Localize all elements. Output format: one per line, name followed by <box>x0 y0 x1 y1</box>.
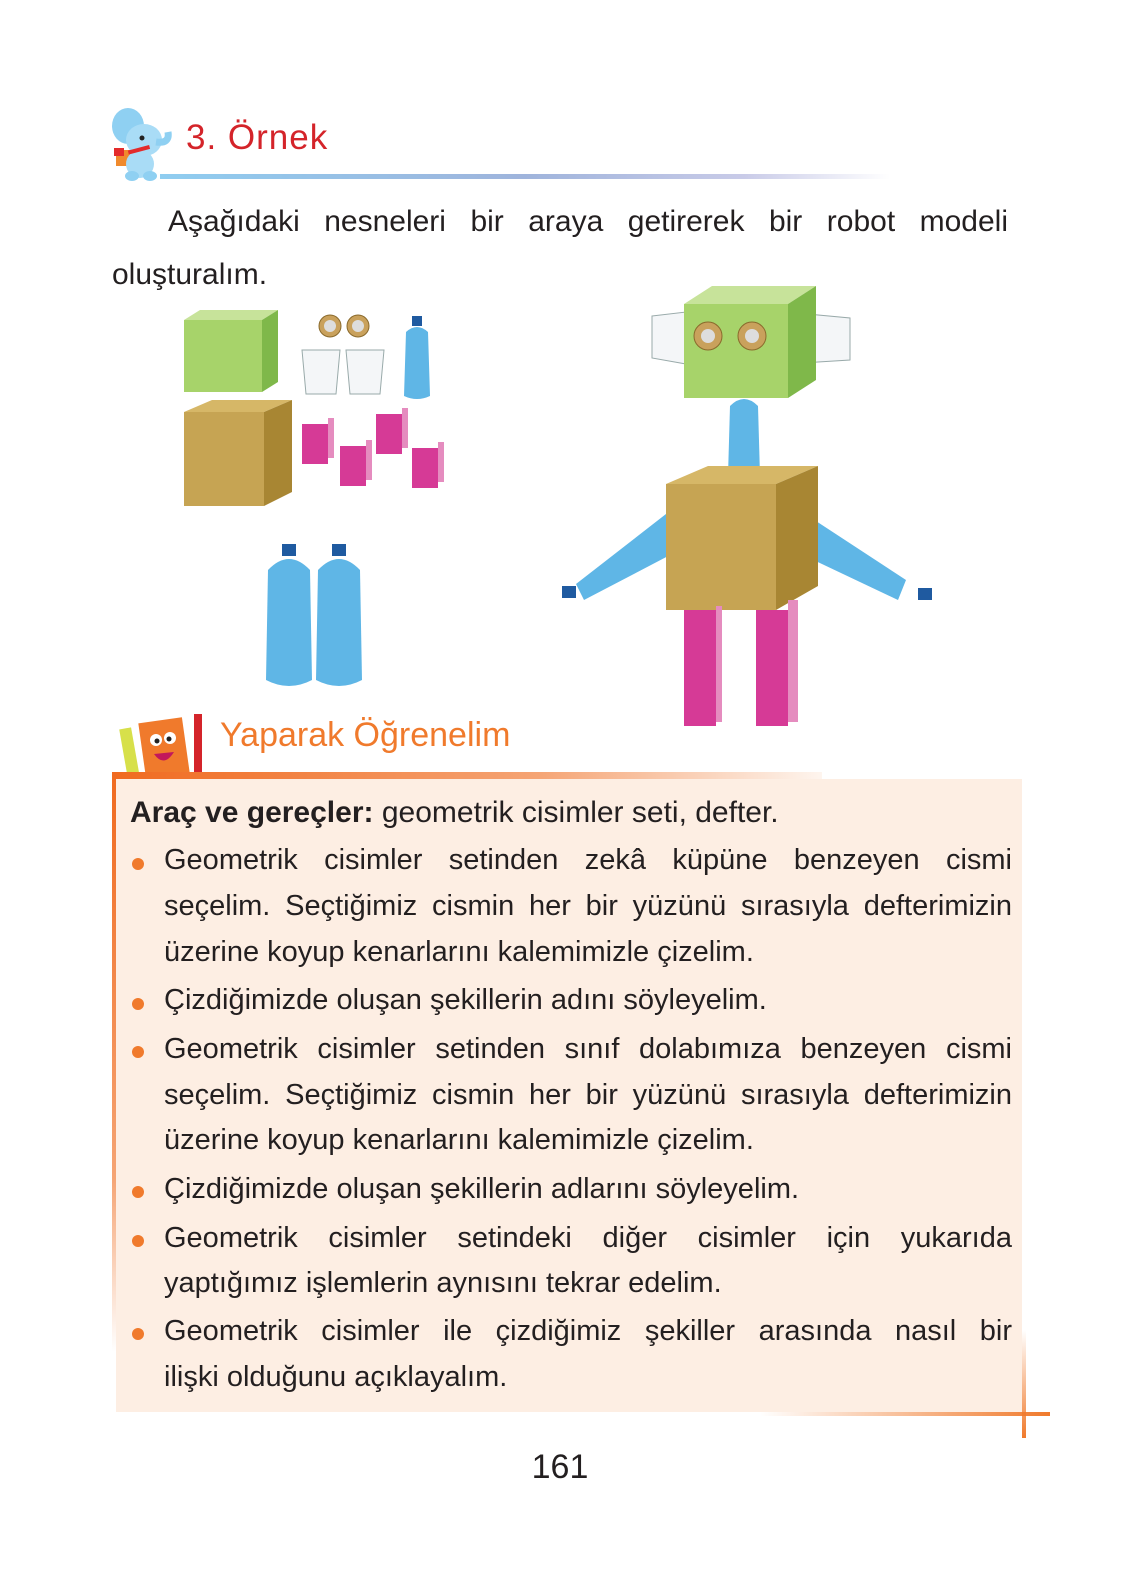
green-cube <box>184 310 278 392</box>
intro-line-2: oluşturalım. <box>112 258 268 291</box>
bullet-dot <box>132 858 144 870</box>
large-bottles <box>266 544 362 686</box>
bullet-5-line-1: Geometrik cisimler setindeki diğer cisimler için yukarıda <box>164 1222 1012 1254</box>
bullet-1-line-2: seçelim. Seçtiğimiz cismin her bir yüzünü sırasıyla defterimizin <box>164 890 1012 922</box>
activity-left-border <box>112 772 116 1352</box>
bullet-3-line-2: seçelim. Seçtiğimiz cismin her bir yüzünü sırasıyla defterimizin <box>164 1079 1012 1111</box>
bullet-3-line-1: Geometrik cisimler setinden sınıf dolabımıza benzeyen cismi <box>164 1033 1012 1065</box>
activity-title: Yaparak Öğrenelim <box>220 716 511 754</box>
activity-header-bar <box>112 772 822 779</box>
coins <box>319 315 369 337</box>
materials-label: Araç ve gereçler: <box>130 796 374 829</box>
cups <box>302 350 384 394</box>
bullet-4-line-1: Çizdiğimizde oluşan şekillerin adlarını söyleyelim. <box>164 1173 800 1205</box>
corner-mark-vertical <box>1022 1330 1026 1438</box>
brown-box <box>184 400 292 506</box>
title-underline <box>160 174 890 179</box>
bullet-1-line-1: Geometrik cisimler setinden zekâ küpüne benzeyen cismi <box>164 844 1012 876</box>
bullet-dot <box>132 1328 144 1340</box>
robot-body <box>666 466 818 610</box>
bullet-dot <box>132 1186 144 1198</box>
bullet-5-line-2: yaptığımız işlemlerin aynısını tekrar edelim. <box>164 1267 722 1299</box>
example-title: 3. Örnek <box>186 118 329 157</box>
elephant-mascot-icon <box>108 104 178 182</box>
materials-text: geometrik cisimler seti, defter. <box>373 796 779 829</box>
bullet-3-line-3: üzerine koyup kenarlarını kalemimizle çizelim. <box>164 1124 754 1156</box>
pink-boxes <box>302 408 444 488</box>
bullet-2-line-1: Çizdiğimizde oluşan şekillerin adını söyleyelim. <box>164 984 767 1016</box>
robot-head <box>684 286 816 398</box>
robot-legs <box>684 600 798 726</box>
bullet-6-line-2: ilişki olduğunu açıklayalım. <box>164 1361 508 1393</box>
bullet-6-line-1: Geometrik cisimler ile çizdiğimiz şekiller arasında nasıl bir <box>164 1315 1012 1347</box>
intro-line-1: Aşağıdaki nesneleri bir araya getirerek bir robot modeli <box>168 205 1008 238</box>
page-number: 161 <box>531 1448 589 1486</box>
bullet-dot <box>132 998 144 1010</box>
materials-line <box>130 796 779 830</box>
bullet-dot <box>132 1235 144 1247</box>
robot-illustration <box>556 284 940 730</box>
bullet-dot <box>132 1046 144 1058</box>
small-bottle <box>404 316 430 399</box>
objects-illustration <box>180 308 460 698</box>
corner-mark-horizontal <box>760 1412 1050 1416</box>
bullet-1-line-3: üzerine koyup kenarlarını kalemimizle çizelim. <box>164 936 754 968</box>
